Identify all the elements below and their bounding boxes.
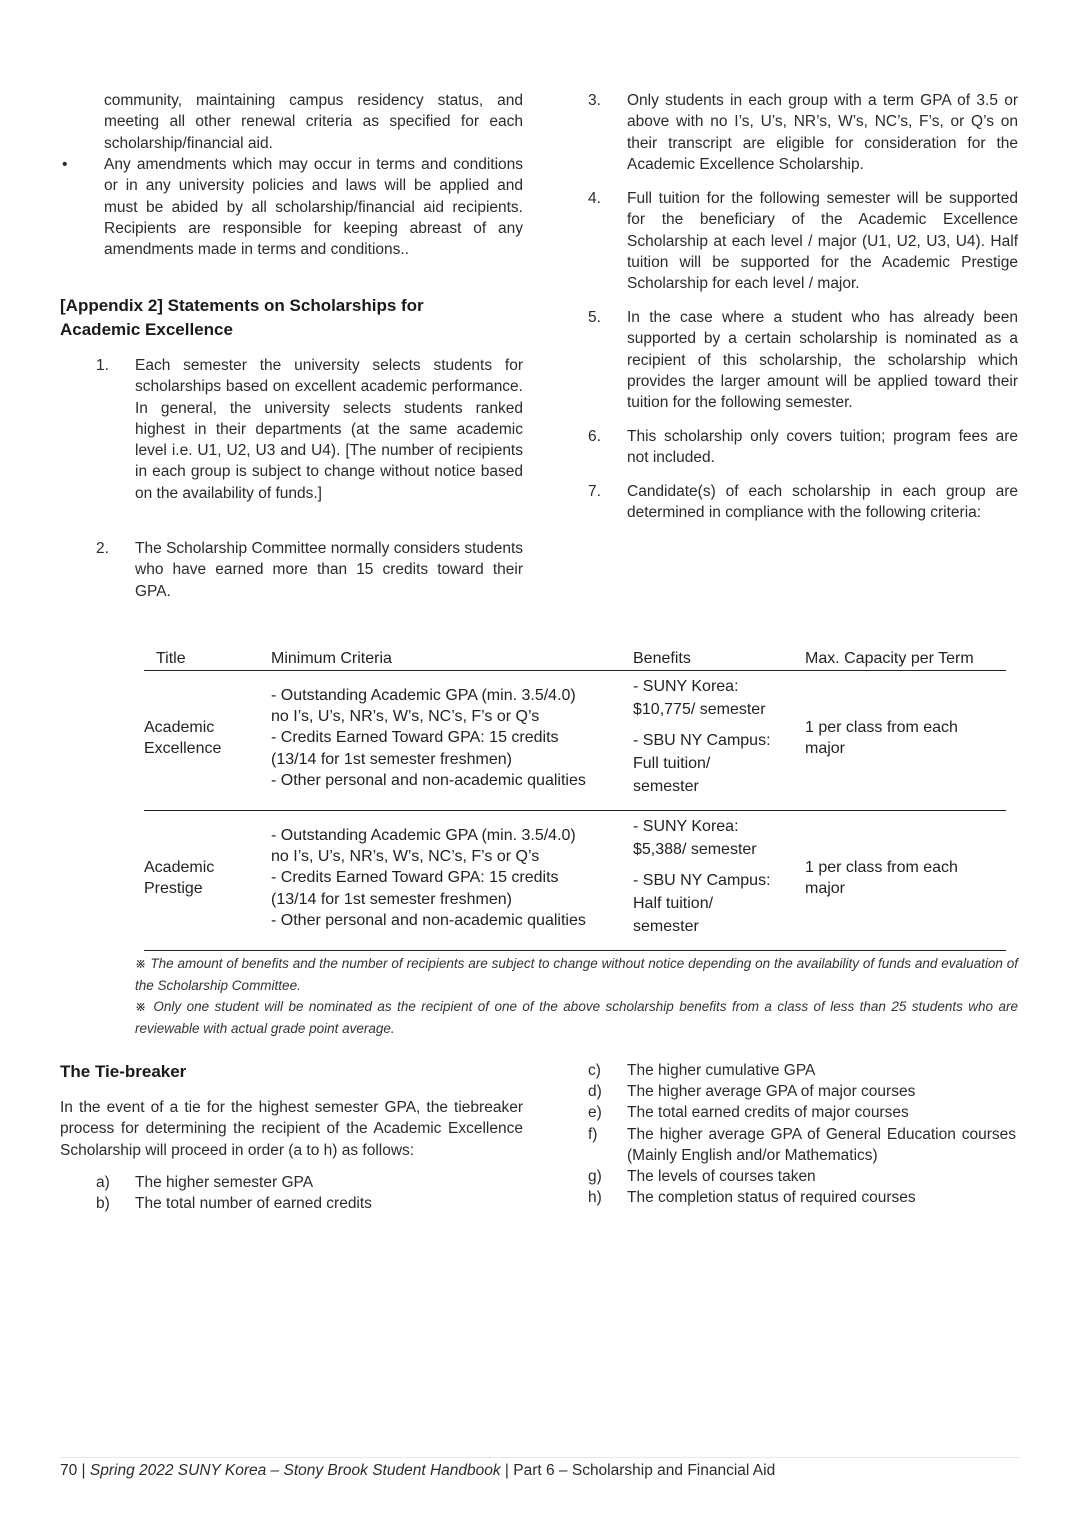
list-item-number: 1. [96, 357, 109, 374]
header-benefits: Benefits [621, 646, 793, 670]
list-item-number: 3. [588, 92, 601, 109]
scholarship-title [144, 810, 259, 950]
criteria-line: (13/14 for 1st semester freshmen) [271, 890, 512, 908]
benefits [621, 810, 793, 950]
tiebreaker-letter: g) [588, 1168, 602, 1185]
header-minimum-criteria: Minimum Criteria [259, 646, 621, 670]
criteria-line: - Credits Earned Toward GPA: 15 credits [271, 869, 559, 887]
tiebreaker-letter: e) [588, 1104, 602, 1121]
amendments-paragraph: Any amendments which may occur in terms and conditions or in any university policies and laws will be applied and must be abided by all scholarship/financial aid recipients. Recipients are responsible for keeping abreast of any amendments made in terms and conditions.. [104, 156, 523, 259]
list-item-number: 6. [588, 428, 601, 445]
list-item-text: Only students in each group with a term GPA of 3.5 or above with no I’s, U’s, NR’s, W’s, NC’s, F’s, or Q’s on their transcript are eligible for consideration for the Academic Excellence Scholarship. [627, 92, 1018, 173]
tiebreaker-intro: In the event of a tie for the highest semester GPA, the tiebreaker process for determining the recipient of the Academic Excellence Scholarship will proceed in order (a to h) as follows: [60, 1099, 523, 1159]
header-max-capacity: Max. Capacity per Term [793, 646, 1006, 670]
criteria-line: (13/14 for 1st semester freshmen) [271, 750, 512, 768]
table-row [144, 670, 1006, 810]
list-item-number: 2. [96, 540, 109, 557]
criteria-line: - Credits Earned Toward GPA: 15 credits [271, 729, 559, 747]
list-item-number: 5. [588, 309, 601, 326]
criteria-line: - Other personal and non-academic qualities [271, 771, 586, 789]
tiebreaker-text: The completion status of required courses [627, 1189, 916, 1206]
benefits [621, 670, 793, 810]
tiebreaker-text: The total earned credits of major courses [627, 1104, 909, 1121]
list-item-text: In the case where a student who has already been supported by a certain scholarship is nominated as a recipient of this scholarship, the scholarship which provides the larger amount will be applied toward their tuition for the following semester. [627, 309, 1018, 412]
header-title: Title [144, 646, 259, 670]
table-header-row [144, 646, 1006, 670]
benefit-label: - SUNY Korea: [633, 817, 739, 835]
criteria-line: no I’s, U’s, NR’s, W’s, NC’s, F’s or Q’s [271, 708, 540, 726]
scholarship-title [144, 670, 259, 810]
criteria-line: - Outstanding Academic GPA (min. 3.5/4.0) [271, 826, 576, 844]
criteria-line: - Outstanding Academic GPA (min. 3.5/4.0) [271, 686, 576, 704]
tiebreaker-text: The total number of earned credits [135, 1195, 372, 1212]
section-title: Part 6 – Scholarship and Financial Aid [513, 1462, 776, 1479]
bullet-symbol: • [62, 156, 68, 173]
minimum-criteria [259, 810, 621, 950]
list-item-text: The Scholarship Committee normally considers students who have earned more than 15 credits toward their GPA. [135, 540, 523, 600]
benefit-label: - SUNY Korea: [633, 677, 739, 695]
tiebreaker-text: The higher cumulative GPA [627, 1062, 816, 1079]
scholarship-title-line1: Academic [144, 858, 215, 876]
list-item-number: 7. [588, 483, 601, 500]
benefit-suny-korea [633, 675, 785, 721]
benefit-amount: $10,775/ semester [633, 700, 766, 718]
table-note: ※ Only one student will be nominated as the recipient of one of the above scholarship benefits from a class of less than 25 students who are reviewable with actual grade point average. [135, 999, 1018, 1036]
benefit-suny-korea [633, 815, 785, 861]
list-item-text: Full tuition for the following semester will be supported for the beneficiary of the Academic Excellence Scholarship at each level / major (U1, U2, U3, U4). Half tuition will be supported for the Academic Prestige Scholarship for each level / major. [627, 190, 1018, 293]
list-item-text: Each semester the university selects students for scholarships based on excellent academic performance. In general, the university selects students ranked highest in their departments (at the same academic level i.e. U1, U2, U3 and U4). [The number of recipients in each group is subject to change without notice based on the availability of funds.] [135, 357, 523, 502]
appendix-heading-line1: [Appendix 2] Statements on Scholarships for [60, 296, 424, 315]
footer-separator: | [77, 1462, 90, 1479]
benefit-label: - SBU NY Campus: [633, 871, 771, 889]
capacity-line1: 1 per class from each [805, 858, 958, 876]
table-note: ※ The amount of benefits and the number of recipients are subject to change without notice depending on the availability of funds and evaluation of the Scholarship Committee. [135, 956, 1018, 993]
tiebreaker-text: The higher semester GPA [135, 1174, 314, 1191]
appendix-heading-line2: Academic Excellence [60, 320, 233, 339]
footer-divider [60, 1457, 1020, 1458]
capacity-line1: 1 per class from each [805, 718, 958, 736]
list-item-text: This scholarship only covers tuition; program fees are not included. [627, 428, 1018, 467]
continuation-paragraph: community, maintaining campus residency status, and meeting all other renewal criteria as specified for each scholarship/financial aid. [104, 92, 523, 152]
benefit-amount: $5,388/ semester [633, 840, 757, 858]
handbook-title: Spring 2022 SUNY Korea – Stony Brook Student Handbook [89, 1462, 501, 1479]
tiebreaker-heading: The Tie-breaker [60, 1062, 187, 1081]
tiebreaker-letter: f) [588, 1126, 598, 1143]
scholarship-title-line1: Academic [144, 718, 215, 736]
benefit-unit: semester [633, 917, 699, 935]
scholarship-title-line2: Prestige [144, 880, 203, 897]
page-number: 70 [60, 1462, 78, 1479]
scholarship-table [144, 646, 1006, 951]
criteria-line: no I’s, U’s, NR’s, W’s, NC’s, F’s or Q’s [271, 848, 540, 866]
list-item-text: Candidate(s) of each scholarship in each group are determined in compliance with the following criteria: [627, 483, 1018, 522]
tiebreaker-letter: b) [96, 1195, 110, 1212]
tiebreaker-letter: a) [96, 1174, 110, 1191]
table-row [144, 810, 1006, 950]
tiebreaker-text: The higher average GPA of major courses [627, 1083, 916, 1100]
max-capacity [793, 810, 1006, 950]
benefit-sbu-ny [633, 869, 785, 938]
page-footer [60, 1460, 775, 1481]
footer-separator: | [500, 1462, 514, 1479]
benefit-unit: semester [633, 777, 699, 795]
benefit-label: - SBU NY Campus: [633, 731, 771, 749]
capacity-line2: major [805, 740, 846, 757]
benefit-sbu-ny [633, 729, 785, 798]
scholarship-title-line2: Excellence [144, 740, 222, 757]
minimum-criteria [259, 670, 621, 810]
capacity-line2: major [805, 880, 846, 897]
tiebreaker-letter: d) [588, 1083, 602, 1100]
appendix-heading [60, 294, 530, 342]
benefit-amount: Half tuition/ [633, 894, 714, 912]
list-item-number: 4. [588, 190, 601, 207]
criteria-line: - Other personal and non-academic qualities [271, 911, 586, 929]
tiebreaker-text: The levels of courses taken [627, 1168, 816, 1185]
tiebreaker-text: The higher average GPA of General Education courses (Mainly English and/or Mathematics) [627, 1126, 1016, 1165]
max-capacity [793, 670, 1006, 810]
tiebreaker-letter: h) [588, 1189, 602, 1206]
tiebreaker-letter: c) [588, 1062, 601, 1079]
benefit-amount: Full tuition/ [633, 754, 711, 772]
